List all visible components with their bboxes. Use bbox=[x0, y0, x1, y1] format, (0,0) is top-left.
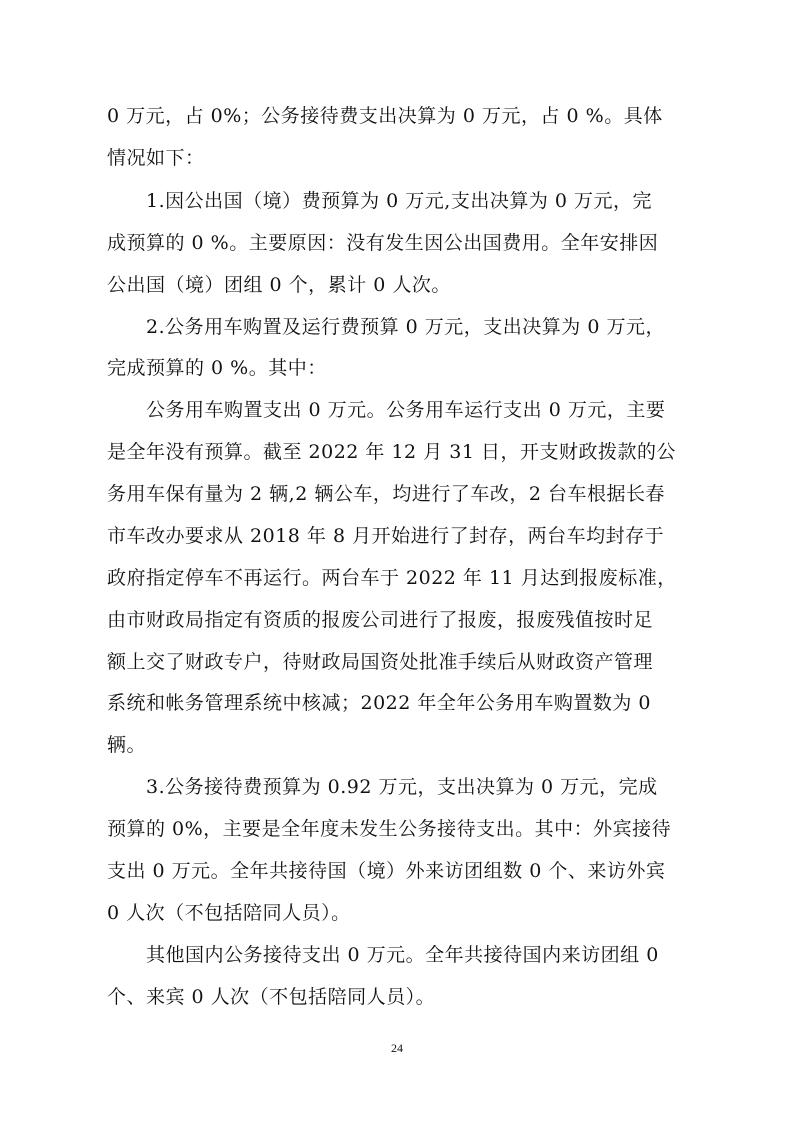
text-line: 系统和帐务管理系统中核减；2022 年全年公务用车购置数为 0 bbox=[107, 692, 652, 714]
text-line: 1.因公出国（境）费预算为 0 万元,支出决算为 0 万元，完 bbox=[146, 190, 653, 212]
text-line: 政府指定停车不再运行。两台车于 2022 年 11 月达到报废标准， bbox=[107, 567, 677, 589]
text-line: 成预算的 0 %。主要原因：没有发生因公出国费用。全年安排因 bbox=[107, 232, 659, 254]
text-line: 个、来宾 0 人次（不包括陪同人员）。 bbox=[107, 986, 436, 1008]
text-line: 预算的 0%，主要是全年度未发生公务接待支出。其中：外宾接待 bbox=[107, 818, 672, 840]
text-line: 务用车保有量为 2 辆,2 辆公车，均进行了车改，2 台车根据长春 bbox=[107, 483, 665, 505]
text-line: 公务用车购置支出 0 万元。公务用车运行支出 0 万元，主要 bbox=[146, 399, 666, 421]
text-line: 0 万元，占 0%；公务接待费支出决算为 0 万元，占 0 %。具体 bbox=[107, 105, 663, 127]
text-line: 完成预算的 0 %。其中： bbox=[107, 357, 327, 379]
text-line: 3.公务接待费预算为 0.92 万元，支出决算为 0 万元，完成 bbox=[146, 776, 658, 798]
page-number: 24 bbox=[391, 1041, 403, 1055]
text-line: 情况如下： bbox=[107, 147, 205, 169]
text-line: 由市财政局指定有资质的报废公司进行了报废，报废残值按时足 bbox=[107, 609, 654, 631]
text-line: 其他国内公务接待支出 0 万元。全年共接待国内来访团组 0 bbox=[146, 944, 659, 966]
text-line: 0 人次（不包括陪同人员）。 bbox=[107, 902, 351, 924]
text-line: 公出国（境）团组 0 个，累计 0 人次。 bbox=[107, 274, 451, 296]
text-line: 支出 0 万元。全年共接待国（境）外来访团组数 0 个、来访外宾 bbox=[107, 860, 666, 882]
text-line: 市车改办要求从 2018 年 8 月开始进行了封存，两台车均封存于 bbox=[107, 525, 665, 547]
text-line: 额上交了财政专户，待财政局国资处批准手续后从财政资产管理 bbox=[107, 651, 654, 673]
text-line: 辆。 bbox=[107, 734, 147, 756]
text-line: 是全年没有预算。截至 2022 年 12 月 31 日，开支财政拨款的公 bbox=[107, 441, 676, 463]
text-line: 2.公务用车购置及运行费预算 0 万元，支出决算为 0 万元， bbox=[146, 316, 665, 338]
